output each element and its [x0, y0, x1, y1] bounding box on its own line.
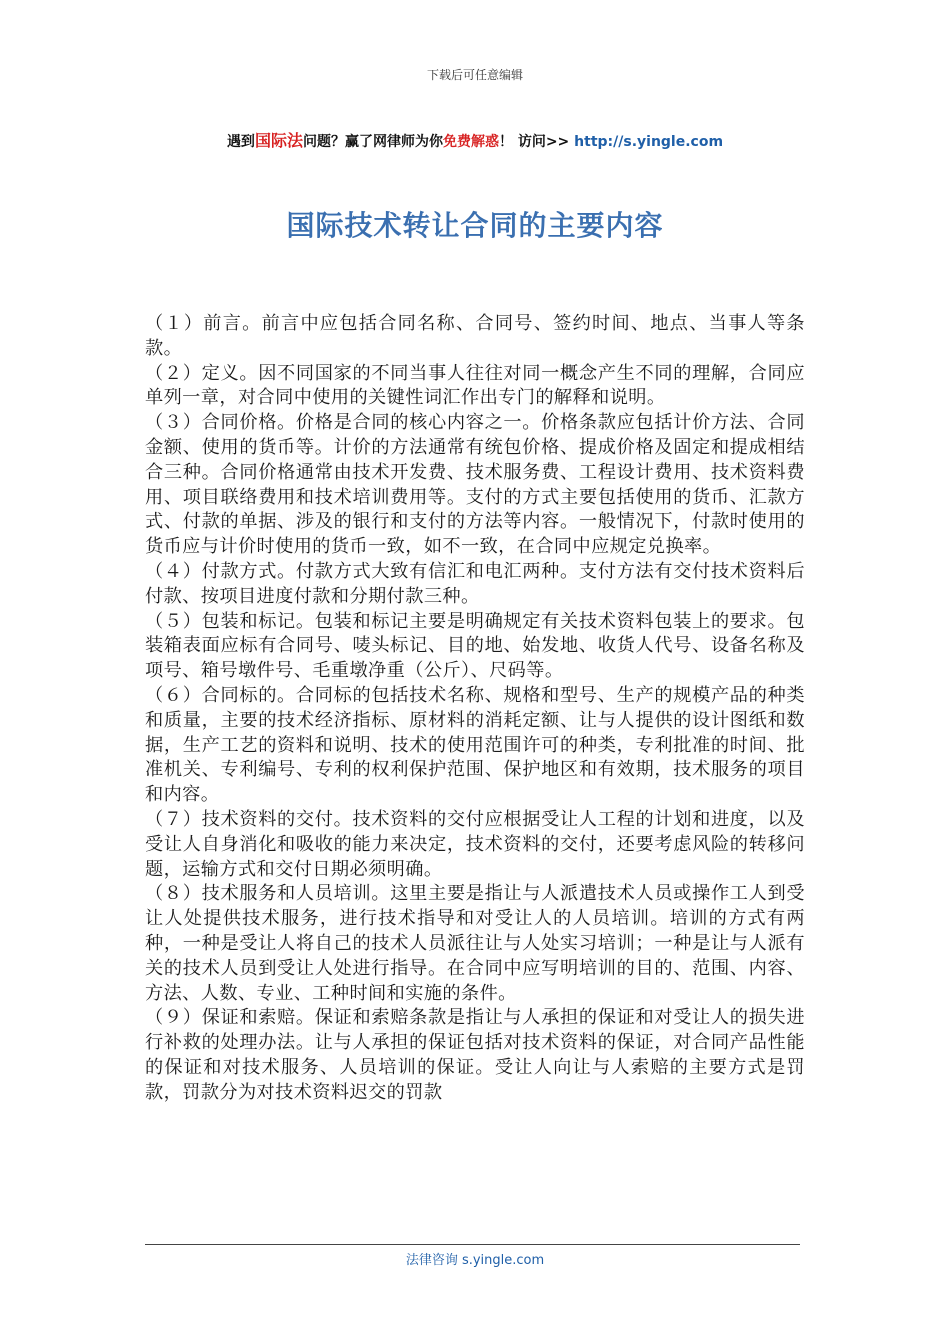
paragraph: （１）前言。前言中应包括合同名称、合同号、签约时间、地点、当事人等条款。: [145, 313, 805, 359]
ad-prefix: 遇到: [226, 134, 255, 150]
ad-highlight-topic: 国际法: [254, 131, 303, 150]
paragraph: （３）合同价格。价格是合同的核心内容之一。价格条款应包括计价方法、合同金额、使用的货币等。计价的方法通常有统包价格、提成价格及固定和提成相结合三种。合同价格通常由技术开发费、技术服务费、工程设计费用、技术资料费用、项目联络费用和技术培训费用等。支付的方式主要包括使用的货币、汇款方式、付款的单据、涉及的银行和支付的方法等内容。一般情况下，付款时使用的货币应与计价时使用的货币一致，如不一致，在合同中应规定兑换率。: [145, 412, 805, 558]
ad-link[interactable]: http://s.yingle.com: [574, 134, 724, 150]
document-body: [145, 312, 805, 1106]
paragraph: （８）技术服务和人员培训。这里主要是指让与人派遣技术人员或操作工人到受让人处提供技术服务，进行技术指导和对受让人的人员培训。培训的方式有两种，一种是受让人将自己的技术人员派往让与人处实习培训；一种是让与人派有关的技术人员到受让人处进行指导。在合同中应写明培训的目的、范围、内容、方法、人数、专业、工种时间和实施的条件。: [145, 883, 805, 1004]
ad-banner: [0, 128, 950, 151]
paragraph: （４）付款方式。付款方式大致有信汇和电汇两种。支付方法有交付技术资料后付款、按项目进度付款和分期付款三种。: [145, 560, 805, 607]
ad-highlight-free: 免费解惑: [442, 134, 499, 150]
top-note: 下载后可任意编辑: [426, 68, 523, 82]
document-title: 国际技术转让合同的主要内容: [286, 209, 664, 242]
paragraph: （６）合同标的。合同标的包括技术名称、规格和型号、生产的规模产品的种类和质量，主要的技术经济指标、原材料的消耗定额、让与人提供的设计图纸和数据，生产工艺的资料和说明、技术的使用范围许可的种类，专利批准的时间、批准机关、专利编号、专利的权利保护范围、保护地区和有效期，技术服务的项目和内容。: [145, 684, 805, 806]
paragraph: （９）保证和索赔。保证和索赔条款是指让与人承担的保证和对受让人的损失进行补救的处理办法。让与人承担的保证包括对技术资料的保证，对合同产品性能的保证和对技术服务、人员培训的保证。受让人向让与人索赔的主要方式是罚款，罚款分为对技术资料迟交的罚款: [145, 1007, 805, 1103]
ad-middle: 问题？赢了网律师为你: [302, 134, 443, 150]
paragraph: （５）包装和标记。包装和标记主要是明确规定有关技术资料包装上的要求。包装箱表面应标有合同号、唛头标记、目的地、始发地、收货人代号、设备名称及项号、箱号墩件号、毛重墩净重（公斤）、尺码等。: [145, 610, 805, 682]
ad-suffix: ！ 访问>>: [498, 134, 575, 150]
footer-link[interactable]: 法律咨询 s.yingle.com: [405, 1253, 545, 1268]
paragraph: （２）定义。因不同国家的不同当事人往往对同一概念产生不同的理解，合同应单列一章，对合同中使用的关键性词汇作出专门的解释和说明。: [145, 362, 805, 409]
paragraph: （７）技术资料的交付。技术资料的交付应根据受让人工程的计划和进度，以及受让人自身消化和吸收的能力来决定，技术资料的交付，还要考虑风险的转移问题，运输方式和交付日期必须明确。: [145, 808, 805, 880]
footer-divider: [145, 1244, 800, 1245]
